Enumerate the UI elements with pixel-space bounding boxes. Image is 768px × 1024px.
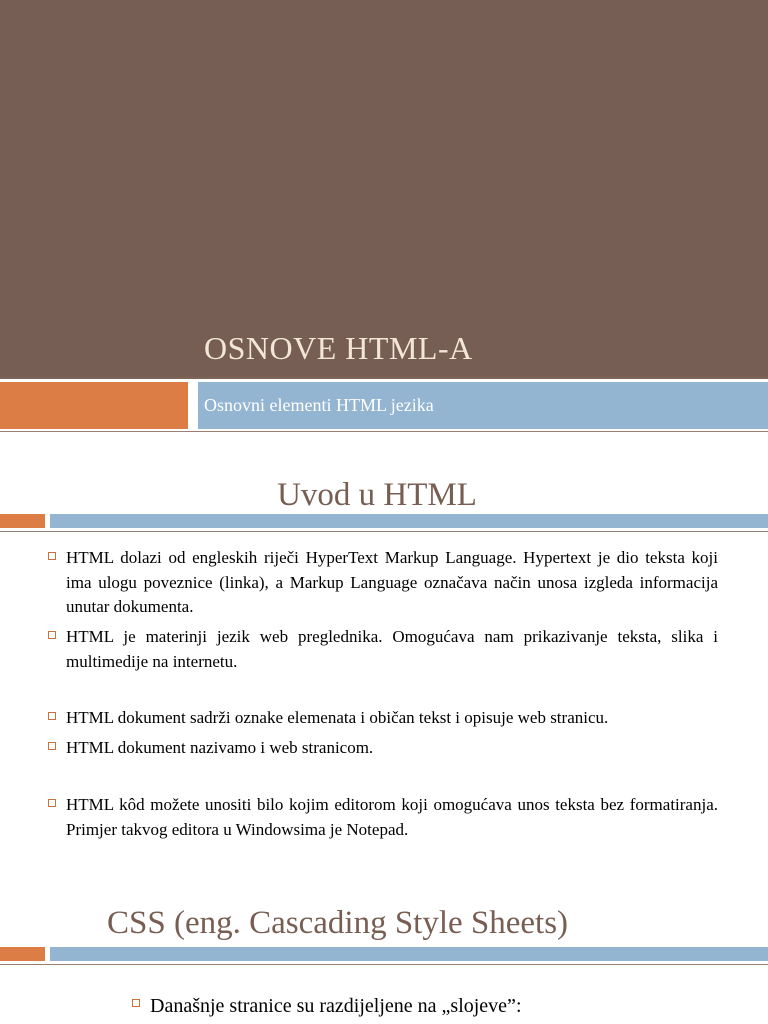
bullet-text: HTML dokument nazivamo i web stranicom. bbox=[66, 738, 374, 757]
accent-block-orange bbox=[0, 382, 188, 429]
accent-band-blue bbox=[50, 514, 768, 528]
list-item bbox=[132, 993, 732, 1019]
slide-divider bbox=[0, 431, 768, 432]
slide-subtitle: Osnovni elementi HTML jezika bbox=[204, 395, 434, 415]
square-bullet-icon bbox=[48, 712, 56, 720]
accent-block-orange bbox=[0, 514, 45, 528]
list-item bbox=[48, 706, 718, 731]
square-bullet-icon bbox=[48, 742, 56, 750]
square-bullet-icon bbox=[48, 799, 56, 807]
bullet-text: HTML dokument sadrži oznake elemenata i običan tekst i opisuje web stranicu. bbox=[66, 708, 609, 727]
square-bullet-icon bbox=[132, 999, 140, 1007]
list-item bbox=[48, 793, 718, 842]
square-bullet-icon bbox=[48, 552, 56, 560]
slide-title-intro: Uvod u HTML bbox=[277, 477, 477, 513]
bullet-text: Današnje stranice su razdijeljene na „slojeve”: bbox=[150, 995, 522, 1017]
accent-block-orange bbox=[0, 947, 45, 961]
list-item bbox=[48, 625, 718, 674]
divider-line bbox=[0, 377, 768, 379]
slide-title-main: OSNOVE HTML-A bbox=[204, 330, 473, 366]
slide-title-css: CSS (eng. Cascading Style Sheets) bbox=[107, 905, 569, 941]
square-bullet-icon bbox=[48, 631, 56, 639]
accent-band-blue bbox=[50, 947, 768, 961]
bullet-text: HTML je materinji jezik web preglednika. Omogućava nam prikazivanje teksta, slika i multimedije na internetu. bbox=[66, 627, 718, 671]
list-item bbox=[48, 546, 718, 620]
title-slide-background bbox=[0, 0, 768, 377]
bullet-text: HTML kôd možete unositi bilo kojim editorom koji omogućava unos teksta bez formatiranja. Primjer takvog editora u Windowsima je Notepad. bbox=[66, 795, 718, 839]
bullet-text: HTML dolazi od engleskih riječi HyperText Markup Language. Hypertext je dio teksta koji ima ulogu poveznice (linka), a Markup Language označava način unosa izgleda informacija unutar dokumenta. bbox=[66, 548, 718, 616]
list-item bbox=[48, 736, 718, 761]
divider-line bbox=[0, 531, 768, 532]
divider-line bbox=[0, 964, 768, 965]
